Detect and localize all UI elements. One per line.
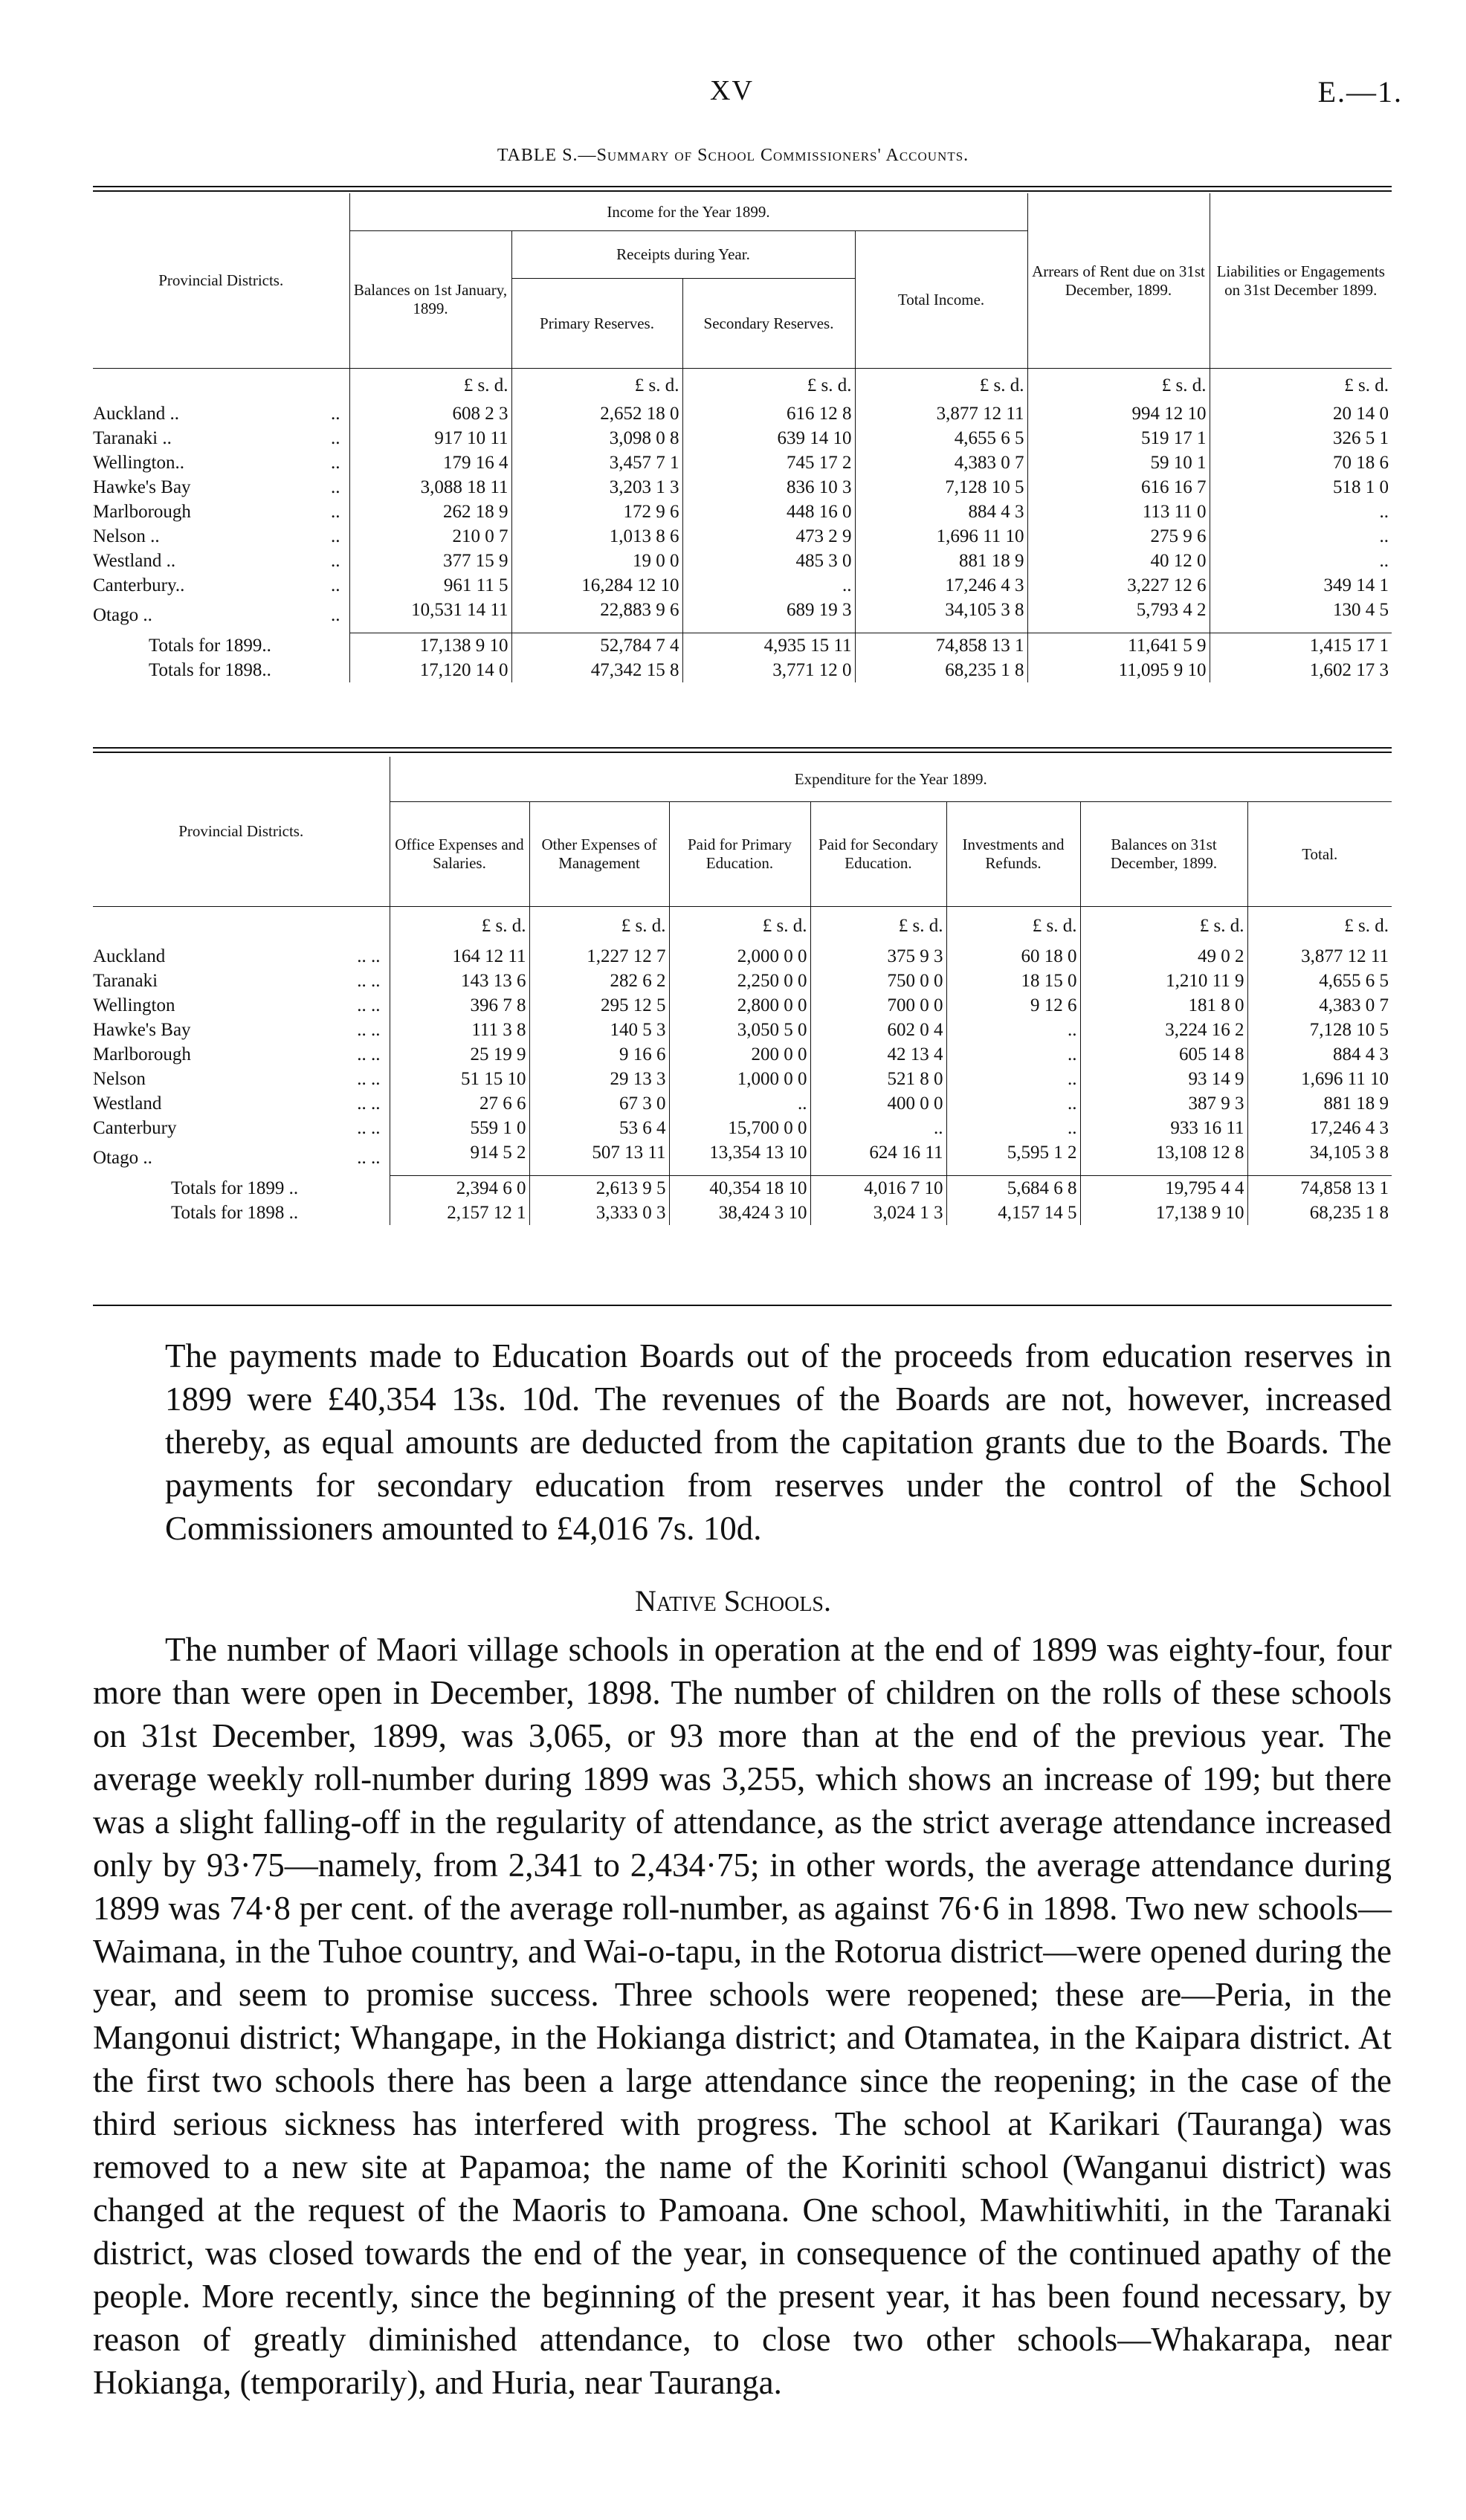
cell-balances: 3,224 16 2 <box>1080 1018 1247 1042</box>
cell-paid-secondary: 3,024 1 3 <box>810 1201 946 1225</box>
table-row <box>93 450 1392 475</box>
district-label: Westland .. <box>93 551 176 571</box>
cell-total: 1,696 11 10 <box>855 524 1027 549</box>
unit-label: £ s. d. <box>946 907 1080 945</box>
cell-primary: 22,883 9 6 <box>511 598 682 633</box>
native-schools-paragraph <box>93 1628 1392 2404</box>
cell-office: 27 6 6 <box>390 1091 529 1116</box>
cell-arrears: 616 16 7 <box>1027 475 1210 500</box>
district-label: Canterbury <box>93 1118 177 1138</box>
cell-investments: 5,684 6 8 <box>946 1176 1080 1201</box>
cell-other: 53 6 4 <box>529 1116 669 1140</box>
cell-paid-primary: 200 0 0 <box>669 1042 810 1067</box>
cell-primary: 19 0 0 <box>511 549 682 573</box>
district-label: Nelson <box>93 1069 146 1089</box>
unit-label: £ s. d. <box>511 369 682 402</box>
cell-paid-secondary: 4,016 7 10 <box>810 1176 946 1201</box>
cell-balances: 1,210 11 9 <box>1080 969 1247 993</box>
payments-paragraph <box>165 1334 1392 1550</box>
col-provincial-districts: Provincial Districts. <box>93 757 390 907</box>
cell-paid-primary: 2,250 0 0 <box>669 969 810 993</box>
cell-total: 68,235 1 8 <box>1247 1201 1392 1225</box>
table2-bottom-rule <box>93 1305 1392 1308</box>
leader-dots: .. <box>331 404 340 424</box>
cell-balances: 387 9 3 <box>1080 1091 1247 1116</box>
col-paid-secondary: Paid for Secondary Education. <box>810 802 946 907</box>
col-total-income: Total Income. <box>855 231 1027 369</box>
cell-secondary: 4,935 15 11 <box>682 633 855 659</box>
cell-paid-primary: 3,050 5 0 <box>669 1018 810 1042</box>
district-label: Hawke's Bay <box>93 477 191 497</box>
cell-primary: 3,098 0 8 <box>511 426 682 450</box>
cell-balances: 181 8 0 <box>1080 993 1247 1018</box>
district-name <box>93 401 349 426</box>
table-row <box>93 1140 1392 1176</box>
cell-office: 559 1 0 <box>390 1116 529 1140</box>
cell-office: 143 13 6 <box>390 969 529 993</box>
table-row <box>93 993 1392 1018</box>
district-name <box>93 1140 390 1176</box>
cell-secondary: 3,771 12 0 <box>682 658 855 682</box>
cell-other: 29 13 3 <box>529 1067 669 1091</box>
table-row <box>93 475 1392 500</box>
cell-investments: 9 12 6 <box>946 993 1080 1018</box>
cell-secondary: 689 19 3 <box>682 598 855 633</box>
cell-arrears: 994 12 10 <box>1027 401 1210 426</box>
expenditure-table <box>93 757 1392 1225</box>
district-name <box>93 944 390 969</box>
cell-paid-secondary: 375 9 3 <box>810 944 946 969</box>
cell-balances: 961 11 5 <box>349 573 511 598</box>
table-s-title <box>0 146 1466 166</box>
unit-row <box>93 907 1392 945</box>
cell-total: 4,655 6 5 <box>855 426 1027 450</box>
cell-other: 67 3 0 <box>529 1091 669 1116</box>
unit-label: £ s. d. <box>390 907 529 945</box>
cell-balances: 917 10 11 <box>349 426 511 450</box>
table-s-title-prefix: TABLE S.— <box>497 146 597 165</box>
cell-other: 282 6 2 <box>529 969 669 993</box>
table-row <box>93 1067 1392 1091</box>
cell-office: 914 5 2 <box>390 1140 529 1176</box>
cell-paid-primary: 13,354 13 10 <box>669 1140 810 1176</box>
cell-primary: 1,013 8 6 <box>511 524 682 549</box>
cell-investments: .. <box>946 1018 1080 1042</box>
district-name <box>93 1018 390 1042</box>
cell-arrears: 11,641 5 9 <box>1027 633 1210 659</box>
cell-balances: 93 14 9 <box>1080 1067 1247 1091</box>
cell-total: 881 18 9 <box>855 549 1027 573</box>
cell-investments: .. <box>946 1091 1080 1116</box>
payments-text: The payments made to Education Boards out of the proceeds from education reserves in 1899 were £40,354 13s. 10d. The revenues of the Boards are not, however, increased thereby, as equal amounts are deducted from the capitation grants due to the Boards. The payments for secondary education from reserves under the control of the School Commissioners amounted to £4,016 7s. 10d. <box>165 1337 1392 1547</box>
totals-row <box>93 1176 1392 1201</box>
document-reference: E.—1. <box>1317 75 1403 109</box>
leader-dots: .. <box>331 526 340 546</box>
cell-paid-primary: 2,800 0 0 <box>669 993 810 1018</box>
cell-total: 7,128 10 5 <box>855 475 1027 500</box>
cell-total: 3,877 12 11 <box>1247 944 1392 969</box>
district-label: Marlborough <box>93 1044 191 1064</box>
district-name <box>93 500 349 524</box>
totals-label: Totals for 1899 .. <box>171 1177 299 1198</box>
district-label: Taranaki .. <box>93 428 172 448</box>
col-income-group: Income for the Year 1899. <box>349 193 1027 231</box>
cell-total: 17,246 4 3 <box>855 573 1027 598</box>
col-balances-dec: Balances on 31st December, 1899. <box>1080 802 1247 907</box>
cell-other: 295 12 5 <box>529 993 669 1018</box>
district-label: Otago .. <box>93 1148 152 1169</box>
table-row <box>93 598 1392 633</box>
cell-secondary: 485 3 0 <box>682 549 855 573</box>
cell-paid-primary: 15,700 0 0 <box>669 1116 810 1140</box>
cell-total: 68,235 1 8 <box>855 658 1027 682</box>
leader-dots: .. <box>331 605 340 626</box>
cell-balances: 10,531 14 11 <box>349 598 511 633</box>
cell-other: 507 13 11 <box>529 1140 669 1176</box>
totals-label: Totals for 1898 .. <box>171 1203 299 1223</box>
leader-dots: .. .. <box>357 971 381 991</box>
cell-office: 2,157 12 1 <box>390 1201 529 1225</box>
col-arrears: Arrears of Rent due on 31st December, 1899. <box>1027 193 1210 369</box>
unit-label: £ s. d. <box>682 369 855 402</box>
table-s-title-main: Summary of School Commissioners' Accounts. <box>596 146 969 165</box>
leader-dots: .. .. <box>357 1069 381 1089</box>
cell-secondary: .. <box>682 573 855 598</box>
cell-paid-secondary: 400 0 0 <box>810 1091 946 1116</box>
unit-label: £ s. d. <box>349 369 511 402</box>
cell-liabilities: 70 18 6 <box>1210 450 1392 475</box>
cell-arrears: 519 17 1 <box>1027 426 1210 450</box>
district-label: Auckland .. <box>93 404 179 424</box>
totals-label: Totals for 1899.. <box>149 635 271 656</box>
native-schools-text: The number of Maori village schools in operation at the end of 1899 was eighty-four, four more than were open in December, 1898. The number of children on the rolls of these schools on 31st December, 1899, was 3,065, or 93 more than at the end of the previous year. The average weekly roll-number during 1899 was 3,255, which shows an increase of 199; but there was a slight falling-off in the regularity of attendance, as the strict average attendance increased only by 93·75—namely, from 2,341 to 2,434·75; in other words, the average attendance during 1899 was 74·8 per cent. of the average roll-number, as against 76·6 in 1898. Two new schools—Waimana, in the Tuhoe country, and Wai-o-tapu, in the Rotorua district—were opened during the year, and seem to promise success. Three schools were reopened; these are—Peria, in the Mangonui district; Whangape, in the Hokianga district; and Otamatea, in the Kaipara district. At the first two schools there has been a large attendance since the reopening; in the case of the third serious sickness has interfered with progress. The school at Karikari (Tauranga) was removed to a new site at Papamoa; the name of the Koriniti school (Wanganui district) was changed at the request of the Maoris to Pamoana. One school, Mawhitiwhiti, in the Taranaki district, was closed towards the end of the year, in consequence of the continued apathy of the people. More recently, since the beginning of the present year, it has been found necessary, by reason of greatly diminished attendance, to close two other schools—Whakarapa, near Hokianga, (temporarily), and Huria, near Tauranga. <box>93 1631 1392 2401</box>
cell-balances: 17,138 9 10 <box>349 633 511 659</box>
district-label: Auckland <box>93 946 166 966</box>
cell-balances: 49 0 2 <box>1080 944 1247 969</box>
cell-liabilities: 518 1 0 <box>1210 475 1392 500</box>
cell-primary: 2,652 18 0 <box>511 401 682 426</box>
cell-balances: 377 15 9 <box>349 549 511 573</box>
table-row <box>93 969 1392 993</box>
cell-other: 9 16 6 <box>529 1042 669 1067</box>
district-label: Wellington <box>93 995 175 1015</box>
cell-primary: 3,457 7 1 <box>511 450 682 475</box>
table-row <box>93 549 1392 573</box>
cell-liabilities: .. <box>1210 524 1392 549</box>
cell-paid-primary: 1,000 0 0 <box>669 1067 810 1091</box>
cell-total: 4,383 0 7 <box>1247 993 1392 1018</box>
table-row <box>93 401 1392 426</box>
cell-total: 3,877 12 11 <box>855 401 1027 426</box>
col-paid-primary: Paid for Primary Education. <box>669 802 810 907</box>
cell-total: 4,655 6 5 <box>1247 969 1392 993</box>
district-label: Canterbury.. <box>93 575 185 595</box>
cell-liabilities: 349 14 1 <box>1210 573 1392 598</box>
cell-balances: 262 18 9 <box>349 500 511 524</box>
cell-total: 17,246 4 3 <box>1247 1116 1392 1140</box>
cell-total: 34,105 3 8 <box>1247 1140 1392 1176</box>
district-label: Marlborough <box>93 502 191 522</box>
col-investments: Investments and Refunds. <box>946 802 1080 907</box>
col-other-expenses: Other Expenses of Management <box>529 802 669 907</box>
cell-arrears: 113 11 0 <box>1027 500 1210 524</box>
cell-office: 164 12 11 <box>390 944 529 969</box>
district-name <box>93 450 349 475</box>
cell-secondary: 448 16 0 <box>682 500 855 524</box>
leader-dots: .. .. <box>357 1020 381 1040</box>
unit-row <box>93 369 1392 402</box>
cell-paid-primary: 2,000 0 0 <box>669 944 810 969</box>
cell-total: 7,128 10 5 <box>1247 1018 1392 1042</box>
cell-liabilities: .. <box>1210 549 1392 573</box>
cell-total: 884 4 3 <box>855 500 1027 524</box>
unit-label: £ s. d. <box>1210 369 1392 402</box>
district-name <box>93 598 349 633</box>
cell-office: 396 7 8 <box>390 993 529 1018</box>
unit-label: £ s. d. <box>855 369 1027 402</box>
cell-secondary: 836 10 3 <box>682 475 855 500</box>
cell-primary: 52,784 7 4 <box>511 633 682 659</box>
cell-paid-secondary: 624 16 11 <box>810 1140 946 1176</box>
district-name <box>93 1042 390 1067</box>
unit-label: £ s. d. <box>669 907 810 945</box>
cell-liabilities: 326 5 1 <box>1210 426 1392 450</box>
table-row <box>93 573 1392 598</box>
cell-arrears: 59 10 1 <box>1027 450 1210 475</box>
cell-other: 2,613 9 5 <box>529 1176 669 1201</box>
cell-balances: 3,088 18 11 <box>349 475 511 500</box>
col-balances-jan: Balances on 1st January, 1899. <box>349 231 511 369</box>
district-label: Hawke's Bay <box>93 1020 191 1040</box>
page-number: XV <box>710 75 754 106</box>
district-name <box>93 573 349 598</box>
leader-dots: .. <box>331 502 340 522</box>
table-row <box>93 524 1392 549</box>
cell-investments: 5,595 1 2 <box>946 1140 1080 1176</box>
district-label: Wellington.. <box>93 453 184 473</box>
native-schools-heading: Native Schools. <box>634 1584 831 1618</box>
cell-paid-secondary: 750 0 0 <box>810 969 946 993</box>
table-row <box>93 944 1392 969</box>
cell-secondary: 616 12 8 <box>682 401 855 426</box>
cell-paid-primary: .. <box>669 1091 810 1116</box>
table-row <box>93 1116 1392 1140</box>
table-row <box>93 1091 1392 1116</box>
cell-paid-secondary: 42 13 4 <box>810 1042 946 1067</box>
cell-balances: 13,108 12 8 <box>1080 1140 1247 1176</box>
cell-primary: 172 9 6 <box>511 500 682 524</box>
table-row <box>93 1018 1392 1042</box>
unit-label: £ s. d. <box>810 907 946 945</box>
leader-dots: .. .. <box>357 1093 381 1114</box>
leader-dots: .. .. <box>357 1044 381 1064</box>
cell-balances: 933 16 11 <box>1080 1116 1247 1140</box>
unit-label: £ s. d. <box>529 907 669 945</box>
page-header <box>0 74 1466 119</box>
leader-dots: .. <box>331 428 340 448</box>
cell-investments: 4,157 14 5 <box>946 1201 1080 1225</box>
cell-balances: 17,120 14 0 <box>349 658 511 682</box>
district-name <box>93 1067 390 1091</box>
unit-label: £ s. d. <box>1247 907 1392 945</box>
col-office-expenses: Office Expenses and Salaries. <box>390 802 529 907</box>
cell-investments: 18 15 0 <box>946 969 1080 993</box>
district-name <box>93 426 349 450</box>
totals-label: Totals for 1898.. <box>149 660 271 680</box>
cell-arrears: 40 12 0 <box>1027 549 1210 573</box>
table-separator-rule <box>93 747 1392 753</box>
table1-top-rule <box>93 186 1392 192</box>
cell-liabilities: 1,415 17 1 <box>1210 633 1392 659</box>
cell-liabilities: .. <box>1210 500 1392 524</box>
unit-label: £ s. d. <box>1027 369 1210 402</box>
leader-dots: .. <box>331 453 340 473</box>
district-label: Nelson .. <box>93 526 160 546</box>
cell-other: 140 5 3 <box>529 1018 669 1042</box>
leader-dots: .. <box>331 551 340 571</box>
cell-secondary: 745 17 2 <box>682 450 855 475</box>
cell-primary: 47,342 15 8 <box>511 658 682 682</box>
cell-balances: 210 0 7 <box>349 524 511 549</box>
cell-total: 34,105 3 8 <box>855 598 1027 633</box>
cell-liabilities: 20 14 0 <box>1210 401 1392 426</box>
cell-paid-secondary: 602 0 4 <box>810 1018 946 1042</box>
cell-arrears: 3,227 12 6 <box>1027 573 1210 598</box>
district-name <box>93 475 349 500</box>
district-label: Otago .. <box>93 605 152 626</box>
cell-other: 3,333 0 3 <box>529 1201 669 1225</box>
district-name <box>93 524 349 549</box>
cell-balances: 605 14 8 <box>1080 1042 1247 1067</box>
cell-paid-secondary: 521 8 0 <box>810 1067 946 1091</box>
district-name <box>93 549 349 573</box>
district-name <box>93 993 390 1018</box>
leader-dots: .. <box>331 575 340 595</box>
cell-balances: 19,795 4 4 <box>1080 1176 1247 1201</box>
cell-secondary: 473 2 9 <box>682 524 855 549</box>
totals-row <box>93 633 1392 659</box>
cell-paid-primary: 38,424 3 10 <box>669 1201 810 1225</box>
cell-office: 25 19 9 <box>390 1042 529 1067</box>
col-primary-reserves: Primary Reserves. <box>511 279 682 369</box>
cell-arrears: 275 9 6 <box>1027 524 1210 549</box>
cell-total: 4,383 0 7 <box>855 450 1027 475</box>
cell-balances: 608 2 3 <box>349 401 511 426</box>
col-provincial-districts: Provincial Districts. <box>93 193 349 369</box>
cell-secondary: 639 14 10 <box>682 426 855 450</box>
cell-office: 2,394 6 0 <box>390 1176 529 1201</box>
cell-arrears: 11,095 9 10 <box>1027 658 1210 682</box>
leader-dots: .. <box>331 477 340 497</box>
cell-balances: 17,138 9 10 <box>1080 1201 1247 1225</box>
cell-primary: 16,284 12 10 <box>511 573 682 598</box>
cell-total: 1,696 11 10 <box>1247 1067 1392 1091</box>
cell-other: 1,227 12 7 <box>529 944 669 969</box>
table-row <box>93 1042 1392 1067</box>
totals-row <box>93 1201 1392 1225</box>
cell-investments: .. <box>946 1067 1080 1091</box>
cell-total: 884 4 3 <box>1247 1042 1392 1067</box>
cell-arrears: 5,793 4 2 <box>1027 598 1210 633</box>
cell-primary: 3,203 1 3 <box>511 475 682 500</box>
col-total: Total. <box>1247 802 1392 907</box>
totals-row <box>93 658 1392 682</box>
cell-paid-secondary: .. <box>810 1116 946 1140</box>
col-liabilities: Liabilities or Engagements on 31st December 1899. <box>1210 193 1392 369</box>
leader-dots: .. .. <box>357 1148 381 1169</box>
cell-total: 74,858 13 1 <box>855 633 1027 659</box>
income-table <box>93 193 1392 682</box>
cell-paid-secondary: 700 0 0 <box>810 993 946 1018</box>
cell-investments: 60 18 0 <box>946 944 1080 969</box>
cell-balances: 179 16 4 <box>349 450 511 475</box>
district-label: Taranaki <box>93 971 158 991</box>
cell-office: 51 15 10 <box>390 1067 529 1091</box>
table-row <box>93 500 1392 524</box>
cell-total: 881 18 9 <box>1247 1091 1392 1116</box>
leader-dots: .. .. <box>357 1118 381 1138</box>
leader-dots: .. .. <box>357 995 381 1015</box>
table-row <box>93 426 1392 450</box>
district-name <box>93 1116 390 1140</box>
district-name <box>93 1091 390 1116</box>
col-expenditure-group: Expenditure for the Year 1899. <box>390 757 1392 802</box>
col-secondary-reserves: Secondary Reserves. <box>682 279 855 369</box>
cell-liabilities: 1,602 17 3 <box>1210 658 1392 682</box>
cell-office: 111 3 8 <box>390 1018 529 1042</box>
cell-investments: .. <box>946 1116 1080 1140</box>
district-label: Westland <box>93 1093 162 1114</box>
cell-total: 74,858 13 1 <box>1247 1176 1392 1201</box>
cell-paid-primary: 40,354 18 10 <box>669 1176 810 1201</box>
district-name <box>93 969 390 993</box>
col-receipts-group: Receipts during Year. <box>511 231 855 279</box>
cell-liabilities: 130 4 5 <box>1210 598 1392 633</box>
unit-label: £ s. d. <box>1080 907 1247 945</box>
leader-dots: .. .. <box>357 946 381 966</box>
cell-investments: .. <box>946 1042 1080 1067</box>
